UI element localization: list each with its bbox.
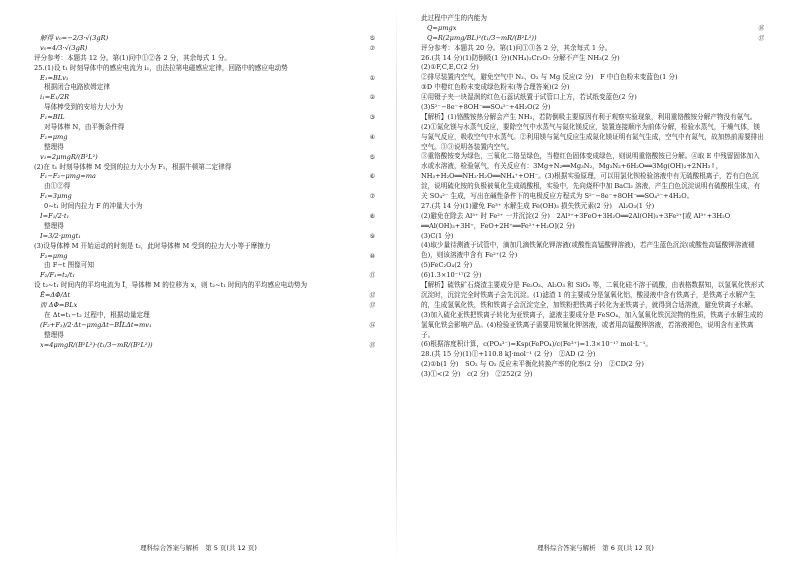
right-line [421, 202, 764, 212]
equation-number: ⑬ [368, 302, 375, 310]
right-line-text: (3)C(1 分) [421, 231, 454, 240]
left-line-text: (2)在 t₁ 时刻导体棒 M 受到的拉力大小为 F₁，根据牛顿第二定律得 [34, 162, 232, 171]
page-6-content [421, 14, 764, 380]
left-line-text: E₁=BLv₁ [40, 73, 69, 82]
left-line [34, 321, 375, 331]
left-line [34, 54, 375, 64]
left-line [34, 232, 375, 242]
right-line [421, 54, 764, 64]
equation-number: ④ [369, 133, 375, 141]
right-line [421, 340, 764, 350]
left-line [34, 341, 375, 351]
left-line-text: v₀=4/3·√(3gR) [40, 43, 88, 52]
right-line [421, 93, 764, 103]
right-line [421, 212, 764, 232]
left-line-text: I=3/2·μmgt₁ [40, 231, 81, 240]
left-line [34, 153, 375, 163]
right-line-text: 【解析】硫铁矿石烧渣主要成分是 Fe₂O₃、Al₂O₃ 和 SiO₂ 等，二氧化硅不溶于硫酸，由表格数据知，以氢氧化铁形式沉淀时，沉淀完全时铁离子会先沉淀。(1)滤渣 1 的主要成分是氢氧化铝，酸浸液中含有铁离子，是铁离子水解产生的，生成氢氧化铁，铁和铁离子会沉淀完全，加铁粉把铁离子转化为亚铁离子，就得到合适溶液，避免铁离子水解。(3)加入硫化亚铁把铁离子转化为亚铁离子，滤液主要成分是 FeSO₄，加入氢氧化铁沉淀物的性质，铁离子水解生成的氢氧化铁会影响产品。(4)检验亚铁离子需要用铁氰化钾溶液，或者用高锰酸钾溶液，若溶液褪色，说明含有亚铁离子。 [421, 281, 764, 339]
right-line [421, 152, 764, 201]
left-line-text: I=F₁/2·t₁ [40, 212, 70, 221]
page-5-footer: 理科综合答案与解析 第 5 页(共 12 页) [140, 544, 257, 553]
right-line-text: Q=R(2μmg/BL)²(t₁/3−mR/(B²L²)) [427, 33, 537, 42]
left-line-text: Ē=ΔΦ/Δt [40, 291, 71, 300]
right-line-text: Q=μmgx [427, 23, 457, 32]
right-line [421, 103, 764, 113]
equation-number: ③ [369, 114, 375, 122]
right-line [421, 261, 764, 271]
left-line-text: 整理得 [44, 142, 64, 151]
left-line-text: 解得 v₀=−2/3·√(3gR) [40, 34, 109, 42]
left-line-text: F₁=BIL [40, 113, 65, 122]
equation-number: ⑦ [369, 193, 375, 201]
right-line [421, 44, 764, 54]
equation-number: ② [369, 94, 375, 102]
left-line-text: 根据闭合电路欧姆定律 [44, 83, 110, 92]
left-line [34, 192, 375, 202]
right-line-text: 评分参考：本题共 20 分。第(1)问①③各 2 分，其余每式 1 分。 [421, 43, 612, 52]
right-line-text: (3)S²⁻−8e⁻+8OH⁻══SO₄²⁻+4H₂O(2 分) [421, 103, 551, 112]
left-line [34, 133, 375, 143]
page-6 [397, 0, 794, 564]
right-line-text: (2)避免在除去 Al³⁺ 时 Fe²⁺ 一并沉淀(2 分) 2Al³⁺+3FeO+3H₂O══2Al(OH)₃+3Fe²⁺[或 Al³⁺+3H₂O ══Al(OH)₃+3H⁺，FeO+2H⁺══Fe²⁺+H₂O](2 分) [421, 211, 731, 230]
equation-number: ⑦ [369, 44, 375, 52]
left-line-text: 整理得 [44, 221, 64, 230]
equation-number: ⑭ [368, 321, 375, 329]
right-line-text: ③重铬酸铵变为绿色，三氧化二铬呈绿色，当橙红色固体变成绿色，则说明重铬酸铵已分解。④取 E 中残留固体加入水或水溶液，检验氨气，有关反应有：3Mg+N₂══Mg₃N₂，Mg₃N₂+6H₂O══3Mg(OH)₂+2NH₃↑，NH₃+H₂O══NH₃·H₂O══NH₄⁺+OH⁻。(3)根据实验原理，可以用氯化钡检验溶液中有无硫酸根离子，若有白色沉淀，说明硫化铵的负极被氧化生成硫酸根，实验中，先向烧杯中加 BaCl₂ 溶液，产生白色沉淀说明有硫酸根生成，有关 SO₄²⁻ 生成，写出在碱性条件下的电极反应方程式为 S²⁻−8e⁻+8OH⁻══SO₄²⁻+4H₂O。 [421, 152, 761, 201]
equation-number: ⑥ [369, 173, 375, 181]
left-line-text: F₁=3μmg [40, 192, 72, 201]
left-line [34, 202, 375, 212]
equation-number: ⑫ [368, 292, 375, 300]
left-line [34, 212, 375, 222]
right-line [421, 14, 764, 24]
right-line-text: ②排尽装置内空气，避免空气中 N₂、O₂ 与 Mg 反应(2 分) F 中白色粉末变蓝色(1 分) [421, 73, 678, 82]
equation-number: ⑤ [369, 153, 375, 161]
right-line-text: (2)①b(1 分) SO₂ 与 O₂ 反应未平衡化转换产率的化率(2 分) ②CD(2 分) [421, 360, 644, 369]
left-line-text: (F₂+F₁)/2·Δt−μmgΔt−BĪLΔt=mv₁ [40, 320, 152, 329]
equation-number: ⑩ [369, 252, 375, 260]
right-line [421, 271, 764, 281]
left-line-text: 整理得 [44, 330, 64, 339]
left-line-text: 0~t₁ 时间内拉力 F 的冲量大小为 [44, 202, 143, 211]
left-line [34, 93, 375, 103]
right-line [421, 360, 764, 370]
right-line [421, 281, 764, 340]
left-line [34, 163, 375, 173]
left-line [34, 123, 375, 133]
left-line [34, 242, 375, 252]
right-line [421, 34, 764, 44]
right-line [421, 370, 764, 380]
left-line-text: 导体棒受到的安培力大小为 [44, 103, 124, 112]
left-line [34, 261, 375, 271]
left-line-text: 评分参考：本题共 12 分。第(1)问中①②各 2 分，其余每式 1 分。 [34, 53, 231, 62]
left-line [34, 44, 375, 54]
right-line-text: 27.(共 14 分)(1)避免 Fe³⁺ 水解生成 Fe(OH)₃ 损失铁元素(2 分) Al₂O₃(1 分) [421, 201, 655, 210]
right-line [421, 73, 764, 83]
left-line [34, 291, 375, 301]
left-line-text: F₁−F₂−μmg=ma [40, 172, 96, 181]
equation-number: ⑰ [757, 34, 764, 42]
left-line [34, 182, 375, 192]
right-line-text: (6)根据溶度积计算，c(PO₄³⁻)=Ksp(FePO₄)/c(Fe³⁺)=1.3×10⁻¹⁷ mol·L⁻¹。 [421, 340, 652, 349]
right-line-text: (4)取少量待测液于试管中，滴加几滴铁氰化钾溶液(或酸性高锰酸钾溶液)，若产生蓝色沉淀(或酸性高锰酸钾溶液褪色)，则该溶液中含有 Fe²⁺(2 分) [421, 241, 755, 260]
right-line-text: (6)1.3×10⁻¹⁷(2 分) [421, 271, 482, 280]
left-line [34, 34, 375, 44]
left-line-text: x=4μmgR/(B²L²)·(t₁/3−mR/(B²L²)) [40, 340, 153, 349]
left-line [34, 301, 375, 311]
left-line-text: 对导体棒 N，由平衡条件得 [44, 123, 125, 132]
left-line [34, 172, 375, 182]
equation-number: ⑯ [757, 24, 764, 32]
right-line-text: 【解析】(1)铬酸铵热分解会产生 NH₃，若防倒吸主要原因有利于观察实验现象，利用重铬酸铵分解产物没有氨气。(2)①氮化镁与水蒸气反应，要除空气中水蒸气与氮化镁反应，装置连接顺序为前体分解，检验水蒸气，干燥气体，镁与氮气反应，吸收空气中水蒸气。②利用镁与氮气反应生成氮化镁证明有氮气生成，空气中有氮气，故加热前需要排出空气。③③说明各装置内空气。 [421, 112, 764, 151]
equation-number: ⑨ [369, 232, 375, 240]
right-line [421, 350, 764, 360]
equation-number: ⑮ [368, 341, 375, 349]
left-line-text: 而 ΔΦ=BLx [40, 301, 78, 310]
left-line-text: 设 t₂~t₁ 时间内的平均电流为 Ī，导体棒 M 的位移为 x，则 t₂~t₁ 时间内的平均感应电动势为 [34, 281, 308, 290]
right-line-text: (5)FeC₂O₄(2 分) [421, 261, 473, 270]
left-line-text: 由①②得 [44, 182, 71, 191]
equation-number: ⑧ [369, 213, 375, 221]
left-line [34, 83, 375, 93]
left-line [34, 281, 375, 291]
right-line [421, 24, 764, 34]
left-line [34, 74, 375, 84]
left-line [34, 222, 375, 232]
right-line-text: 28.(共 15 分)(1)①+110.8 kJ·mol⁻¹ (2 分) ②AD (2 分) [421, 350, 596, 359]
page-6-footer: 理科综合答案与解析 第 6 页(共 12 页) [537, 544, 654, 553]
left-line [34, 103, 375, 113]
left-line-text: i₁=E₁/2R [40, 93, 70, 102]
left-line-text: 25.(1)设 t₁ 时刻导体中的感应电流为 i₁，由法拉第电磁感应定律，回路中的感应电动势 [34, 63, 288, 72]
right-line-text: 26.(共 14 分)(1)防倒吸(1 分)(NH₄)₂Cr₂O₇ 分解不产生 NH₃(2 分) [421, 53, 620, 62]
right-line-text: 此过程中产生的内能为 [421, 14, 487, 22]
left-line [34, 331, 375, 341]
page-5-content [34, 34, 375, 351]
right-line-text: (2)①F,C,E,C(2 分) [421, 63, 479, 72]
left-line-text: F₂=μmg [40, 251, 68, 260]
right-line-text: ④用镊子夹一块湿润的红色石蕊试纸置于试管口上方，若试纸变蓝色(2 分) [421, 93, 637, 102]
left-line-text: 由 F−t 图像可知 [44, 261, 94, 270]
equation-number: ① [369, 74, 375, 82]
equation-number: ⑤ [369, 35, 375, 42]
left-line [34, 64, 375, 74]
left-line-text: F₂/F₁=t₂/t₁ [40, 271, 75, 280]
right-line [421, 63, 764, 73]
right-line-text: ③D 中橙红色粉末变成绿色粉末(等合理答案)(2 分) [421, 83, 570, 92]
left-line [34, 311, 375, 321]
left-line-text: F₁=μmg [40, 132, 68, 141]
right-line [421, 241, 764, 261]
right-line [421, 83, 764, 93]
left-line [34, 252, 375, 262]
left-line [34, 113, 375, 123]
right-line-text: (3)①<(2 分) c(2 分) ②252(2 分) [421, 370, 533, 379]
right-line [421, 113, 764, 153]
left-line [34, 143, 375, 153]
left-line-text: (3)设导体棒 M 开始运动的时刻是 t₂，此时导体棒 M 受到的拉力大小等于摩擦力 [34, 241, 271, 250]
left-line [34, 271, 375, 281]
right-line [421, 232, 764, 242]
left-line-text: 在 Δt=t₁−t₂ 过程中，根据动量定理 [44, 310, 150, 319]
left-line-text: v₁=2μmgR/(B²L²) [40, 152, 98, 161]
equation-number: ⑪ [368, 272, 375, 280]
